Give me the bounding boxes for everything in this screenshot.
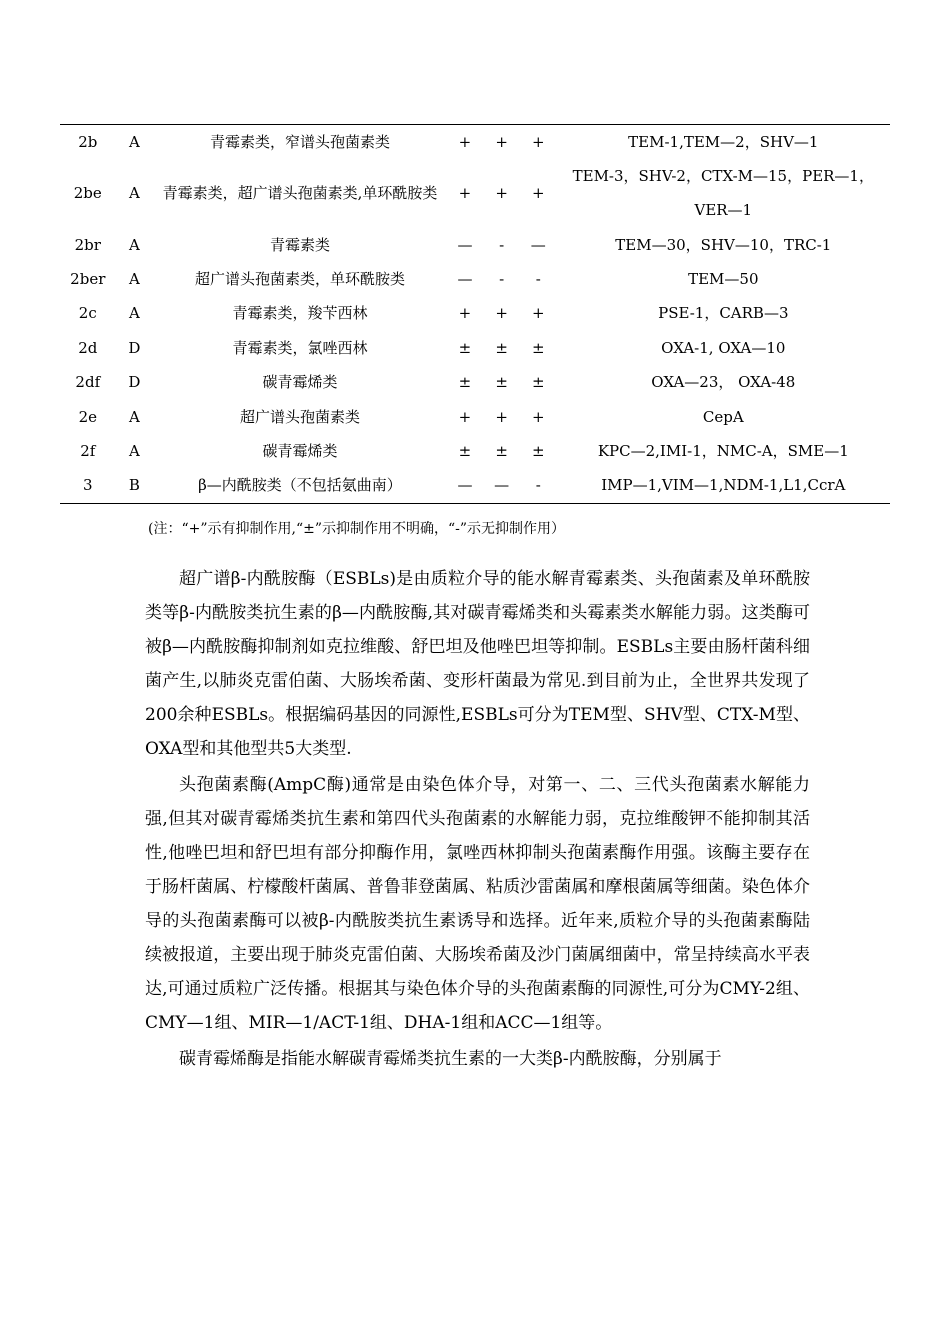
cell-group: 2b xyxy=(78,133,98,152)
cell-inhibitor-2: + xyxy=(495,407,508,426)
cell-examples: OXA-1, OXA—10 xyxy=(661,338,786,357)
cell-class: A xyxy=(129,441,140,460)
table-row xyxy=(60,331,890,365)
classification-table xyxy=(60,125,890,503)
cell-inhibitor-3: ± xyxy=(531,441,545,460)
cell-inhibitor-1: ± xyxy=(458,338,472,357)
cell-group: 2e xyxy=(78,407,97,426)
table-row xyxy=(60,468,890,502)
cell-inhibitor-1: ± xyxy=(458,373,472,392)
table-row xyxy=(60,125,890,159)
cell-inhibitor-1: + xyxy=(458,407,472,426)
cell-examples: OXA—23， OXA-48 xyxy=(651,373,796,392)
cell-inhibitor-1: ± xyxy=(458,441,472,460)
cell-class: D xyxy=(128,338,141,357)
cell-inhibitor-2: ± xyxy=(495,373,508,392)
cell-inhibitor-2: + xyxy=(495,184,508,203)
table-body xyxy=(60,125,890,503)
cell-class: A xyxy=(129,269,140,288)
cell-group: 2ber xyxy=(70,269,106,288)
table-row xyxy=(60,434,890,468)
cell-substrates: 超广谱头孢菌素类 xyxy=(239,407,360,426)
cell-inhibitor-3: + xyxy=(531,304,545,323)
cell-inhibitor-2: ± xyxy=(495,441,508,460)
cell-class: A xyxy=(129,235,140,254)
cell-inhibitor-1: — xyxy=(457,269,473,288)
cell-group: 2df xyxy=(75,373,101,392)
cell-group: 2be xyxy=(73,184,102,203)
cell-substrates: 青霉素类，羧苄西林 xyxy=(232,304,368,323)
paragraph-carbapenemase: 碳青霉烯酶是指能水解碳青霉烯类抗生素的一大类β-内酰胺酶，分别属于 xyxy=(179,1049,722,1069)
cell-inhibitor-1: — xyxy=(457,476,473,495)
cell-group: 2f xyxy=(80,441,96,460)
cell-class: B xyxy=(128,476,140,495)
cell-inhibitor-3: ± xyxy=(531,338,545,357)
cell-inhibitor-3: ± xyxy=(531,373,545,392)
cell-inhibitor-1: + xyxy=(458,304,472,323)
cell-class: A xyxy=(129,184,140,203)
table-row xyxy=(60,159,890,227)
table-footnote: (注：“+”示有抑制作用,“±”示抑制作用不明确，“-”示无抑制作用） xyxy=(148,521,566,537)
cell-class: A xyxy=(129,304,140,323)
cell-examples: TEM—50 xyxy=(688,269,759,288)
cell-substrates: 碳青霉烯类 xyxy=(262,373,338,392)
table-row xyxy=(60,262,890,296)
cell-inhibitor-2: + xyxy=(495,133,508,152)
body-text xyxy=(145,562,810,1078)
cell-examples: KPC—2,IMI-1，NMC-A，SME—1 xyxy=(597,441,849,460)
cell-substrates: 青霉素类，超广谱头孢菌素类,单环酰胺类 xyxy=(162,184,438,203)
table-row xyxy=(60,227,890,261)
cell-examples: TEM—30，SHV—10，TRC-1 xyxy=(615,235,832,254)
cell-examples: CepA xyxy=(702,407,744,426)
cell-substrates: 青霉素类，氯唑西林 xyxy=(232,338,368,357)
cell-inhibitor-2: - xyxy=(499,235,505,254)
cell-inhibitor-3: + xyxy=(531,407,545,426)
cell-inhibitor-3: - xyxy=(535,269,541,288)
table-row xyxy=(60,365,890,399)
cell-inhibitor-1: — xyxy=(457,235,473,254)
cell-group: 3 xyxy=(83,476,93,495)
cell-group: 2c xyxy=(78,304,97,323)
cell-inhibitor-3: + xyxy=(531,184,545,203)
cell-inhibitor-2: + xyxy=(495,304,508,323)
cell-inhibitor-1: + xyxy=(458,133,472,152)
cell-examples: TEM-3，SHV-2，CTX-M—15，PER—1，VER—1 xyxy=(572,167,874,220)
cell-examples: PSE-1，CARB—3 xyxy=(658,304,789,323)
paragraph-esbls: 超广谱β-内酰胺酶（ESBLs)是由质粒介导的能水解青霉素类、头孢菌素及单环酰胺类等β-内酰胺类抗生素的β—内酰胺酶,其对碳青霉烯类和头霉素类水解能力弱。这类酶可被β—内酰胺酶抑制剂如克拉维酸、舒巴坦及他唑巴坦等抑制。ESBLs主要由肠杆菌科细菌产生,以肺炎克雷伯菌、大肠埃希菌、变形杆菌最为常见.到目前为止，全世界共发现了200余种ESBLs。根据编码基因的同源性,ESBLs可分为TEM型、SHV型、CTX-M型、OXA型和其他型共5大类型. xyxy=(145,569,810,759)
cell-class: A xyxy=(129,407,140,426)
cell-substrates: 青霉素类 xyxy=(269,235,330,254)
table-row xyxy=(60,399,890,433)
cell-class: A xyxy=(129,133,140,152)
cell-inhibitor-3: + xyxy=(531,133,545,152)
cell-inhibitor-2: - xyxy=(499,269,505,288)
cell-substrates: 青霉素类，窄谱头孢菌素类 xyxy=(209,133,390,152)
cell-group: 2br xyxy=(74,235,101,254)
cell-inhibitor-2: — xyxy=(494,476,510,495)
cell-substrates: 超广谱头孢菌素类，单环酰胺类 xyxy=(194,269,405,288)
cell-class: D xyxy=(128,373,141,392)
cell-inhibitor-3: — xyxy=(530,235,546,254)
cell-inhibitor-1: + xyxy=(458,184,472,203)
cell-substrates: β—内酰胺类（不包括氨曲南） xyxy=(198,476,402,495)
cell-examples: IMP—1,VIM—1,NDM-1,L1,CcrA xyxy=(601,476,846,495)
table-row xyxy=(60,296,890,330)
beta-lactamase-table xyxy=(60,124,890,504)
cell-substrates: 碳青霉烯类 xyxy=(262,441,338,460)
cell-inhibitor-3: - xyxy=(535,476,541,495)
cell-inhibitor-2: ± xyxy=(495,338,508,357)
cell-group: 2d xyxy=(78,338,98,357)
paragraph-ampc: 头孢菌素酶(AmpC酶)通常是由染色体介导，对第一、二、三代头孢菌素水解能力强,但其对碳青霉烯类抗生素和第四代头孢菌素的水解能力弱，克拉维酸钾不能抑制其活性,他唑巴坦和舒巴坦有部分抑酶作用，氯唑西林抑制头孢菌素酶作用强。该酶主要存在于肠杆菌属、柠檬酸杆菌属、普鲁菲登菌属、粘质沙雷菌属和摩根菌属等细菌。染色体介导的头孢菌素酶可以被β-内酰胺类抗生素诱导和选择。近年来,质粒介导的头孢菌素酶陆续被报道，主要出现于肺炎克雷伯菌、大肠埃希菌及沙门菌属细菌中，常呈持续高水平表达,可通过质粒广泛传播。根据其与染色体介导的头孢菌素酶的同源性,可分为CMY-2组、CMY—1组、MIR—1/ACT-1组、DHA-1组和ACC—1组等。 xyxy=(145,775,810,1033)
cell-examples: TEM-1,TEM—2，SHV—1 xyxy=(628,133,819,152)
